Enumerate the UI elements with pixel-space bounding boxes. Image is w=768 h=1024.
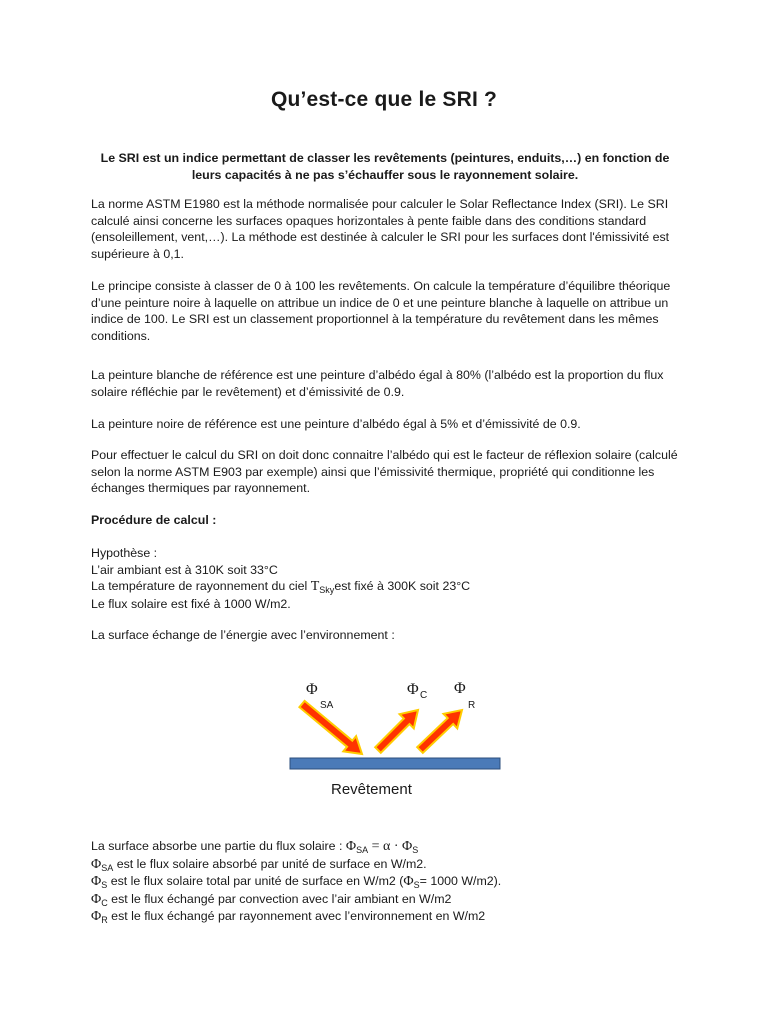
phi-c-subscript: C	[420, 690, 428, 701]
paragraph-black-reference: La peinture noire de référence est une peinture d’albédo égal à 5% et d’émissivité de 0.9.	[91, 417, 581, 431]
paragraph-calculation: Pour effectuer le calcul du SRI on doit donc connaitre l’albédo qui est le facteur de réflexion solaire (calculé selon la norme ASTM E903 par exemple) ainsi que l’émissivité thermique, propriété qui conditionne les échanges thermiques par rayonnement.	[91, 448, 678, 495]
paragraph-astm: La norme ASTM E1980 est la méthode normalisée pour calculer le Solar Reflectance Index (SRI). Le SRI calculé ainsi concerne les surfaces opaques horizontales à pente faible dans des conditions standard (ensoleillement, vent,…). La méthode est destinée à calculer le SRI pour les surfaces dont l'émissivité est supérieure à 0,1.	[91, 197, 670, 261]
definitions-block	[91, 838, 681, 926]
exchange-line: La surface échange de l’énergie avec l’environnement :	[91, 628, 395, 642]
definition-phi-c: $\Phi_C$ est le flux échangé par convection avec l’air ambiant en W/m2	[91, 891, 452, 908]
definition-phi-sa: $\Phi_{SA}$ est le flux solaire absorbé par unité de surface en W/m2.	[91, 856, 427, 873]
phi-sa-symbol: Φ	[306, 681, 318, 698]
solar-flux-line: Le flux solaire est fixé à 1000 W/m2.	[91, 596, 291, 611]
paragraph-white-reference: La peinture blanche de référence est une peinture d’albédo égal à 80% (l’albédo est la proportion du flux solaire réfléchie par le revêtement) et d’émissivité de 0.9.	[91, 368, 664, 399]
coating-label: Revêtement	[331, 781, 412, 798]
air-temperature-line: L’air ambiant est à 310K soit 33°C	[91, 562, 278, 577]
paragraph-principle: Le principe consiste à classer de 0 à 100 les revêtements. On calcule la température d’équilibre théorique d’une peinture noire à laquelle on attribue un indice de 0 et une peinture blanche à laquelle on attribue un indice de 100. Le SRI est un classement proportionnel à la température du revêtement dans les mêmes conditions.	[91, 279, 671, 343]
procedure-heading: Procédure de calcul :	[91, 513, 217, 527]
t-sky-symbol: T	[310, 579, 320, 594]
phi-r-symbol: Φ	[454, 680, 466, 697]
sky-temperature-line: La température de rayonnement du ciel $T_{Sky}est$ fixé à 300K soit 23°C	[91, 579, 471, 595]
radiation-arrow	[417, 710, 462, 753]
phi-c-symbol: Φ	[407, 681, 419, 698]
hypothesis-heading: Hypothèse :	[91, 546, 158, 560]
phi-sa-subscript: SA	[320, 700, 334, 711]
definition-phi-r: $\Phi_R$ est le flux échangé par rayonnement avec l’environnement en W/m2	[91, 909, 486, 925]
convection-arrow	[375, 710, 418, 753]
hypothesis-block	[91, 545, 681, 612]
definition-phi-s: $\Phi_S$ est le flux solaire total par unité de surface en W/m2 ($\Phi_S= 1000$ W/m2).	[91, 874, 502, 890]
phi-r-subscript: R	[468, 700, 476, 711]
absorption-line: La surface absorbe une partie du flux solaire : $\Phi_{SA} = \alpha \cdot \Phi_S$	[91, 839, 419, 855]
coating-surface	[290, 758, 500, 769]
intro-paragraph: Le SRI est un indice permettant de classer les revêtements (peintures, enduits,…) en fonction de leurs capacités à ne pas s’échauffer sous le rayonnement solaire.	[100, 151, 670, 182]
page-title: Qu’est-ce que le SRI ?	[270, 88, 498, 111]
